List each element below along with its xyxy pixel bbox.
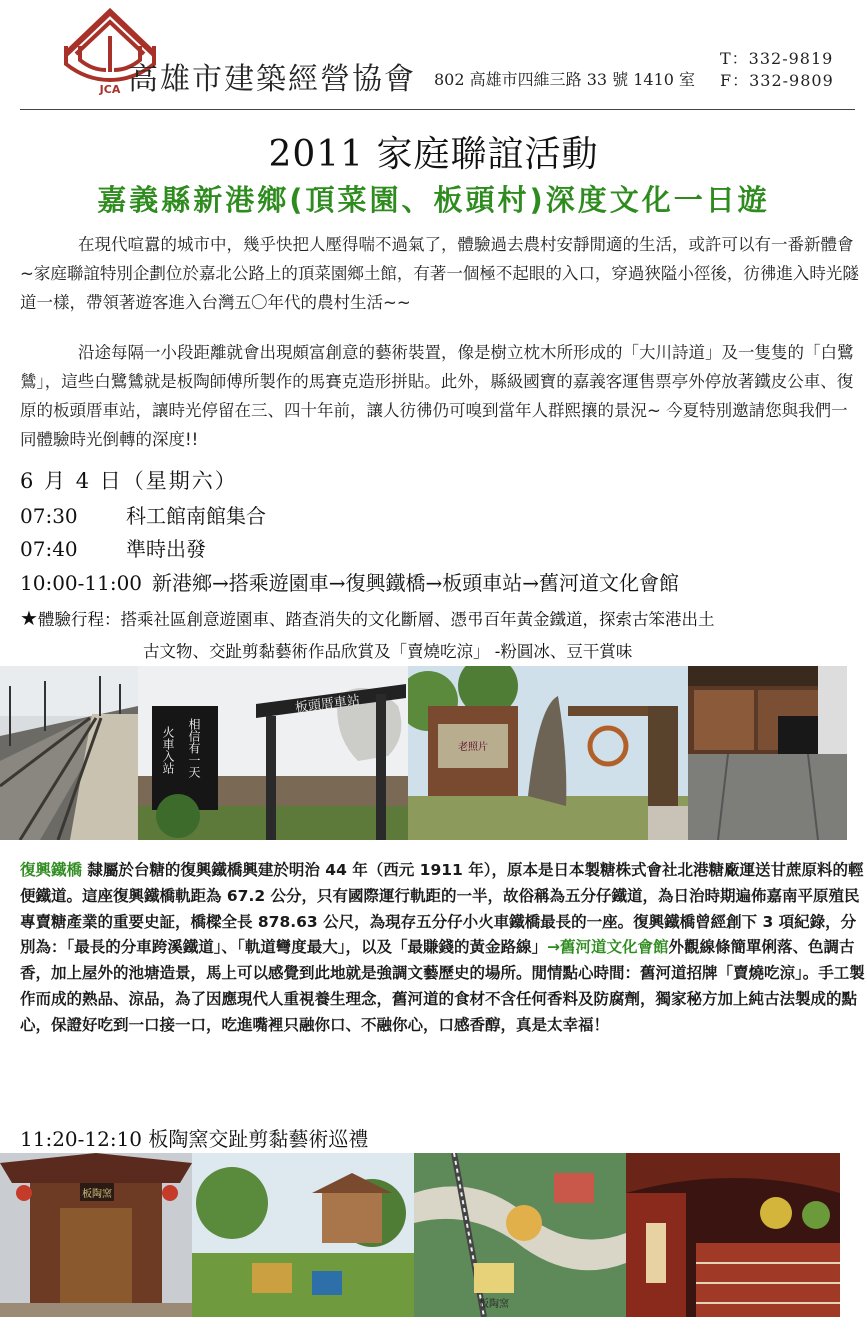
culture-hall-description: 外觀線條簡單俐落、色調古香，加上屋外的池塘造景，馬上可以感覺到此地就是強調文藝歷史的場所。閒情點心時間：舊河道招牌「賣燒吃涼」。手工製作而成的熟品、涼品，為了因應現代人重視養生理念，舊河道的食材不含任何香料及防腐劑，獨家秘方加上純古法製成的點心，保證好吃到一口接一口，吃進嘴裡只融你口、不融你心，口感香醇，真是太幸福！ (20, 938, 865, 1034)
experience-line-1: 體驗行程：搭乘社區創意遊園車、踏查消失的文化斷層、憑弔百年黃金鐵道，探索古笨港出土 (37, 610, 715, 629)
experience-line-2: 古文物、交趾剪黏藝術作品欣賞及「賣燒吃涼」 -粉圓冰、豆干賞味 (143, 642, 633, 661)
intro-paragraph-1: 在現代喧囂的城市中，幾乎快把人壓得喘不過氣了，體驗過去農村安靜閒適的生活，或許可以有一番新體會~家庭聯誼特別企劃位於嘉北公路上的頂菜園鄉土館，有著一個極不起眼的入口，穿過狹隘小徑後，彷彿進入時光隧道一樣，帶領著遊客進入台灣五〇年代的農村生活~~ (20, 235, 859, 312)
document-title: 2011 家庭聯誼活動 (268, 134, 599, 175)
schedule-item (20, 1123, 368, 1152)
mosaic-label-text: 板陶窯 (479, 1299, 509, 1310)
schedule-time: 07:30 (20, 504, 78, 528)
photo-art-garden (192, 1153, 414, 1317)
fax-number: F：332-9809 (720, 71, 834, 90)
photo-old-station-interior (688, 666, 847, 840)
gate-sign-text: 板頭厝車站 (294, 693, 361, 716)
intro-paragraph-2: 沿途每隔一小段距離就會出現頗富創意的藝術裝置，像是樹立枕木所形成的「大川詩道」及一隻隻的「白鷺鷥」，這些白鷺鷥就是板陶師傅所製作的馬賽克造形拼貼。此外，縣級國寶的嘉義客運售票亭外停放著鐵皮公車、復原的板頭厝車站，讓時光停留在三、四十年前，讓人彷彿仍可嗅到當年人群熙攘的景況~ 今夏特別邀請您與我們一同體驗時光倒轉的深度!! (20, 343, 854, 449)
poster-text: 老照片 (458, 742, 488, 753)
logo-text: JCA (99, 83, 121, 96)
event-date: 6 月 4 日（星期六） (20, 469, 238, 493)
contact-info (720, 48, 834, 92)
photo-temple-gate (0, 1153, 192, 1317)
schedule-desc: 準時出發 (126, 537, 206, 561)
photo-mosaic-map (414, 1153, 626, 1317)
organization-address: 802 高雄市四維三路 33 號 1410 室 (434, 70, 696, 89)
phone-number: T：332-9819 (720, 49, 834, 68)
schedule-item (20, 567, 679, 596)
temple-sign-text: 板陶窯 (82, 1189, 112, 1200)
schedule-time: 10:00-11:00 (20, 571, 143, 595)
sign-left-text: 火車入站 (161, 726, 175, 774)
schedule-time: 07:40 (20, 537, 78, 561)
document-subtitle: 嘉義縣新港鄉(頂菜園、板頭村)深度文化一日遊 (97, 183, 770, 217)
experience-itinerary (20, 602, 865, 668)
letterhead (0, 0, 867, 110)
photo-folk-garden (408, 666, 688, 840)
photo-gallery-hall (626, 1153, 840, 1317)
organization-name: 高雄市建築經營協會 (128, 62, 416, 97)
schedule-item (20, 533, 206, 562)
bridge-description: 隸屬於台糖的復興鐵橋興建於明治 44 年（西元 1911 年），原本是日本製糖株式會社北港糖廠運送甘蔗原料的輕便鐵道。這座復興鐵橋軌距為 67.2 公分，只有國際運行軌距的一半，故俗稱為五分仔鐵道，為日治時期遍佈嘉南平原殖民專賣糖產業的重要史証，橋樑全長 878.63 公尺，為現存五分仔小火車鐵橋最長的一座。復興鐵橋曾經創下 3 項紀錄，分別為：「最長的分車跨溪鐵道」、「軌道彎度最大」，以及「最賺錢的黃金路線」 (20, 861, 864, 957)
highlight-bridge: 復興鐵橋 (20, 861, 83, 879)
schedule-time: 11:20-12:10 (20, 1127, 143, 1151)
header-divider (20, 109, 855, 110)
schedule-item (20, 500, 266, 529)
schedule-desc: 新港鄉→搭乘遊園車→復興鐵橋→板頭車站→舊河道文化會館 (152, 571, 680, 595)
star-icon: ★ (20, 606, 38, 630)
schedule-desc: 板陶窯交趾剪黏藝術巡禮 (148, 1127, 369, 1151)
photo-station-gate (138, 666, 408, 840)
schedule-desc: 科工館南館集合 (126, 504, 266, 528)
highlight-culture-hall: →舊河道文化會館 (547, 938, 669, 957)
attraction-description (20, 858, 865, 1039)
photo-railway-bridge (0, 666, 138, 840)
sign-right-text: 相信有一天 (187, 718, 201, 778)
